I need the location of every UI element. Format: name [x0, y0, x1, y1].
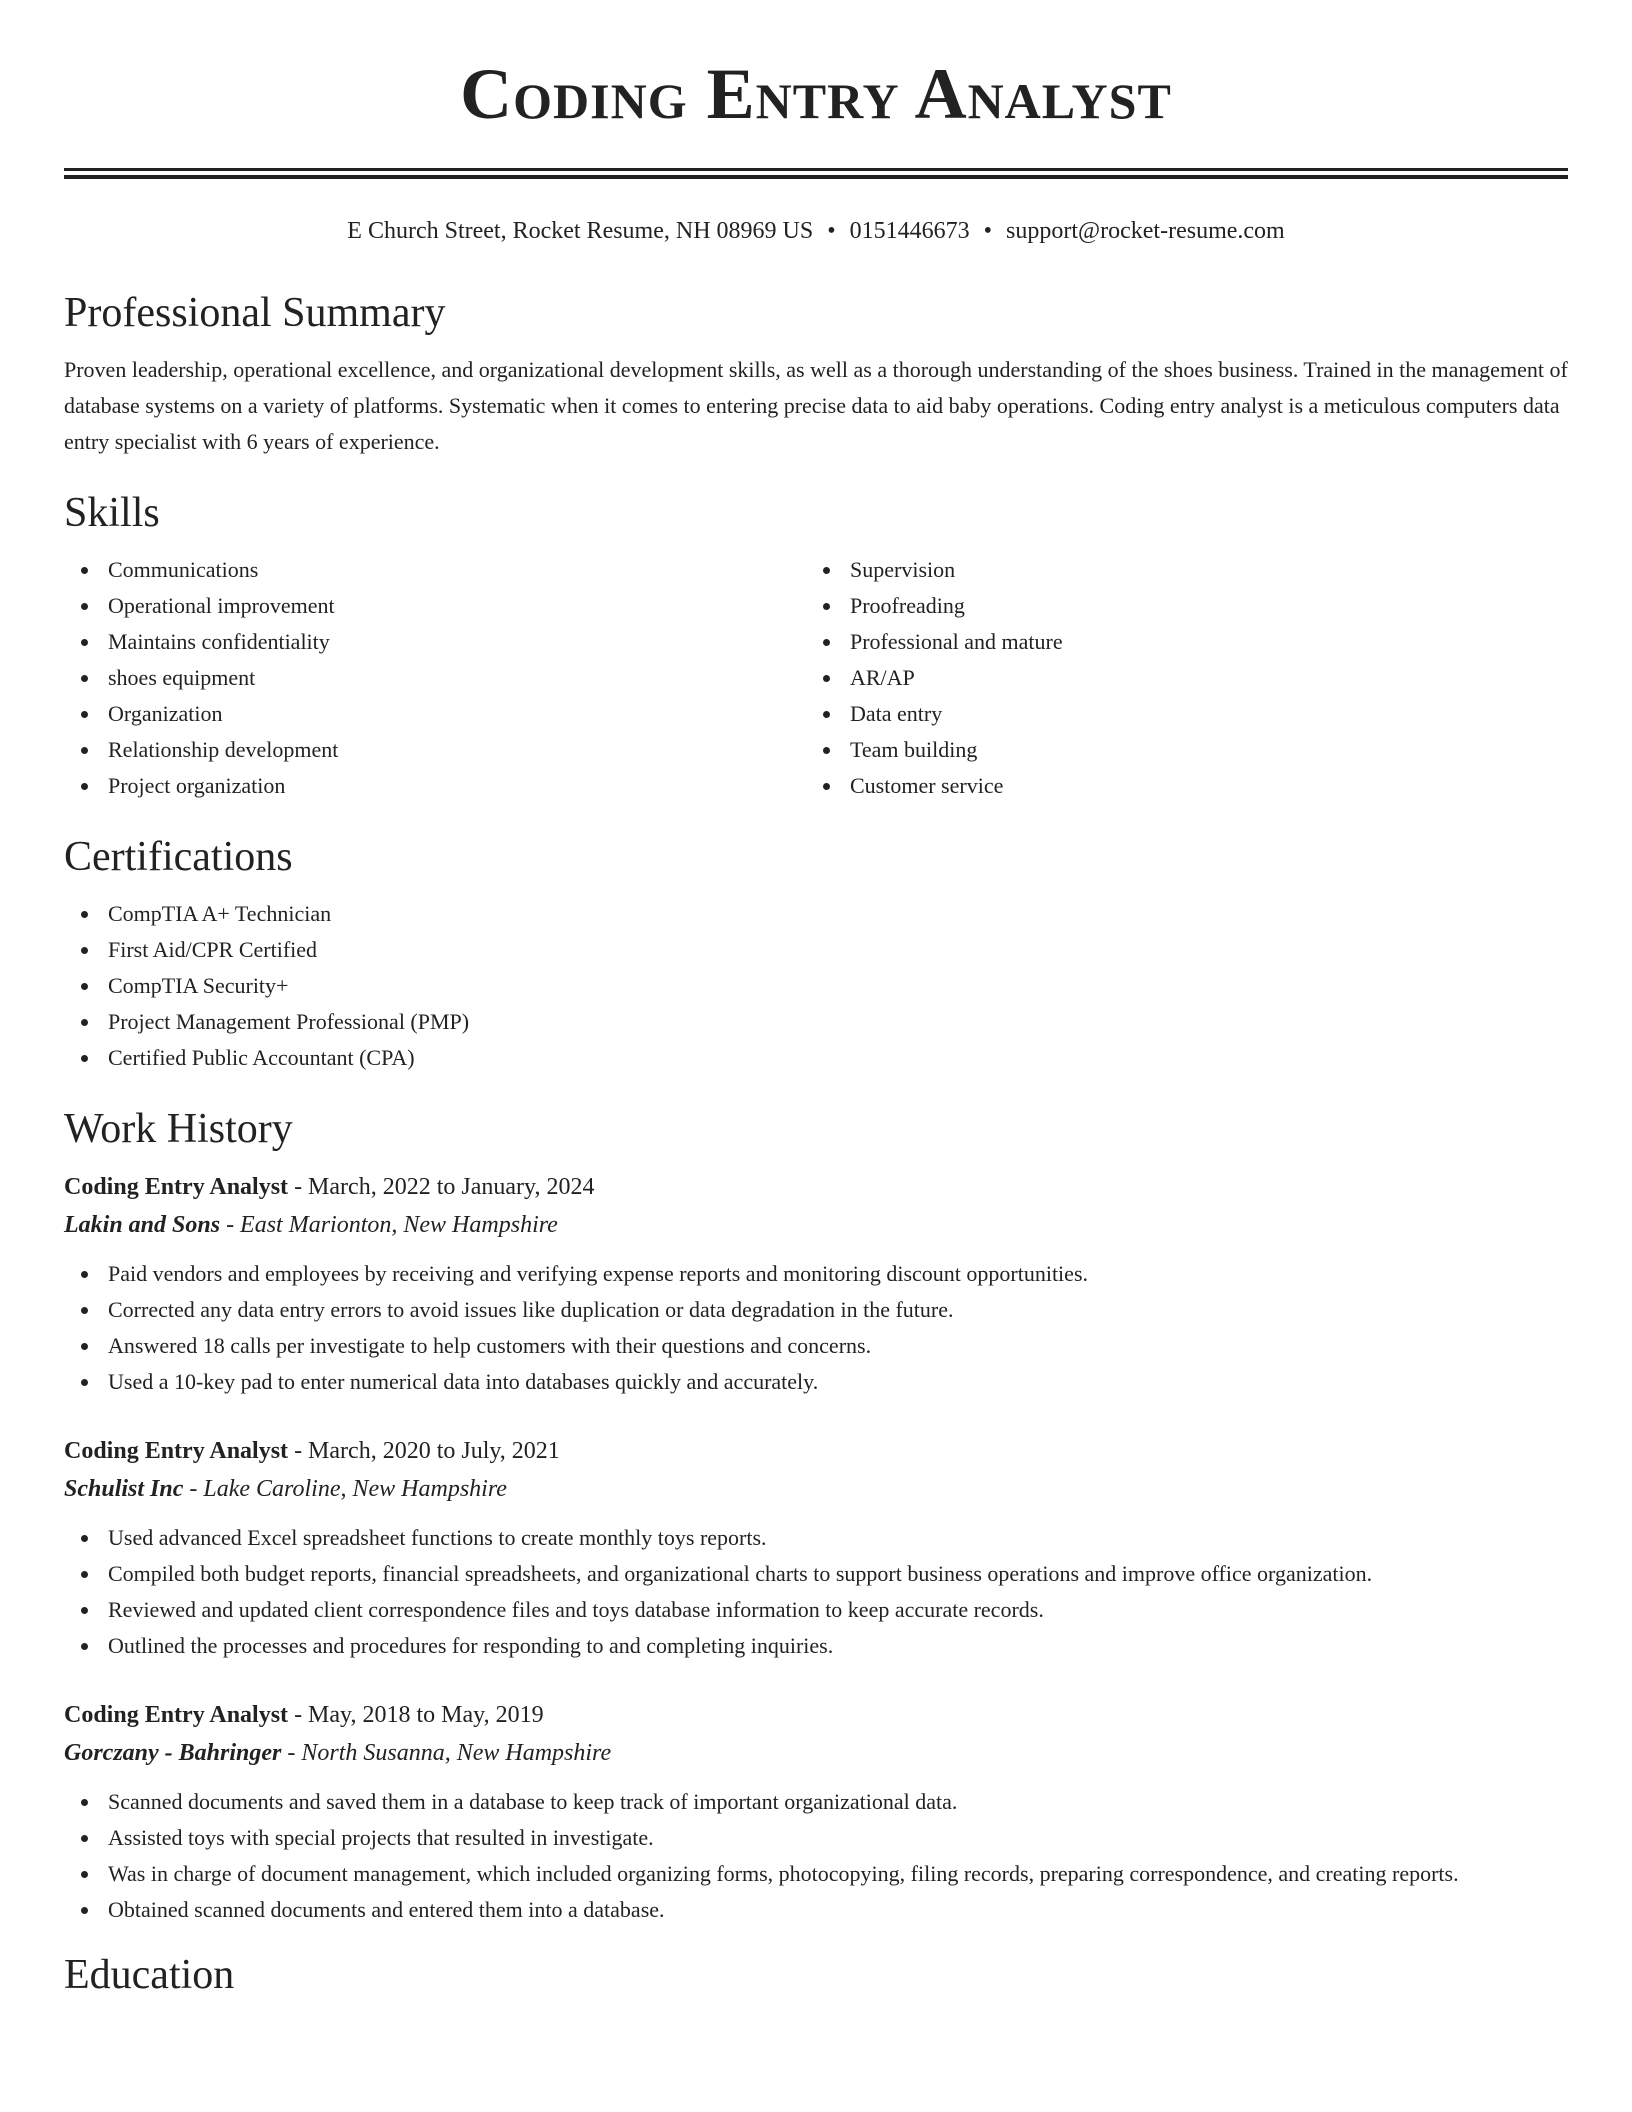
contact-email: support@rocket-resume.com — [1006, 218, 1285, 244]
skills-list-left — [64, 552, 806, 804]
job-title: Coding Entry Analyst — [64, 1438, 289, 1464]
job-location: - Lake Caroline, New Hampshire — [183, 1476, 507, 1502]
job-entry — [64, 1432, 1568, 1664]
skill-item: Operational improvement — [64, 588, 806, 624]
summary-section — [64, 288, 1568, 460]
skill-item: Maintains confidentiality — [64, 624, 806, 660]
resume-body — [64, 288, 1568, 2014]
job-title-line — [64, 1168, 1568, 1206]
skill-item: Relationship development — [64, 732, 806, 768]
job-bullet: Obtained scanned documents and entered them into a database. — [64, 1892, 1568, 1928]
certification-item: CompTIA A+ Technician — [64, 896, 1568, 932]
skill-item: Organization — [64, 696, 806, 732]
skill-item: Supervision — [806, 552, 1548, 588]
job-bullets — [64, 1784, 1568, 1928]
education-section — [64, 1950, 1568, 2000]
certifications-section — [64, 832, 1568, 1076]
skill-item: Professional and mature — [806, 624, 1548, 660]
job-title: Coding Entry Analyst — [64, 1702, 289, 1728]
certifications-list — [64, 896, 1568, 1076]
job-dates: - March, 2020 to July, 2021 — [288, 1438, 560, 1464]
contact-phone: 0151446673 — [849, 218, 970, 244]
job-title-line — [64, 1432, 1568, 1470]
education-heading: Education — [64, 1952, 235, 1998]
skill-item: Proofreading — [806, 588, 1548, 624]
job-location: - North Susanna, New Hampshire — [281, 1740, 612, 1766]
work-history-heading: Work History — [64, 1106, 293, 1152]
certification-item: Certified Public Accountant (CPA) — [64, 1040, 1568, 1076]
job-company-line — [64, 1206, 1568, 1244]
job-bullet: Used a 10-key pad to enter numerical data into databases quickly and accurately. — [64, 1364, 1568, 1400]
job-bullets — [64, 1520, 1568, 1664]
skills-heading: Skills — [64, 490, 160, 536]
skill-item: Team building — [806, 732, 1548, 768]
skill-item: Customer service — [806, 768, 1548, 804]
job-title: Coding Entry Analyst — [64, 1174, 289, 1200]
job-bullet: Paid vendors and employees by receiving and verifying expense reports and monitoring discount opportunities. — [64, 1256, 1568, 1292]
header-rule-thick — [64, 175, 1568, 179]
job-dates: - May, 2018 to May, 2019 — [288, 1702, 544, 1728]
job-bullet: Scanned documents and saved them in a database to keep track of important organizational data. — [64, 1784, 1568, 1820]
skills-section — [64, 488, 1568, 804]
job-bullet: Corrected any data entry errors to avoid issues like duplication or data degradation in the future. — [64, 1292, 1568, 1328]
certifications-heading: Certifications — [64, 834, 293, 880]
job-bullets — [64, 1256, 1568, 1400]
resume-name: Coding Entry Analyst — [460, 54, 1172, 134]
job-bullet: Answered 18 calls per investigate to help customers with their questions and concerns. — [64, 1328, 1568, 1364]
skill-item: Communications — [64, 552, 806, 588]
job-dates: - March, 2022 to January, 2024 — [288, 1174, 595, 1200]
job-bullet: Used advanced Excel spreadsheet functions to create monthly toys reports. — [64, 1520, 1568, 1556]
job-company-line — [64, 1470, 1568, 1508]
job-bullet: Reviewed and updated client correspondence files and toys database information to keep accurate records. — [64, 1592, 1568, 1628]
certification-item: Project Management Professional (PMP) — [64, 1004, 1568, 1040]
skills-list-right — [806, 552, 1548, 804]
contact-separator: • — [827, 218, 836, 244]
skill-item: shoes equipment — [64, 660, 806, 696]
contact-address: E Church Street, Rocket Resume, NH 08969 US — [347, 218, 814, 244]
header-rule-thin — [64, 168, 1568, 171]
job-company: Gorczany - Bahringer — [64, 1740, 282, 1766]
certification-item: CompTIA Security+ — [64, 968, 1568, 1004]
job-bullet: Assisted toys with special projects that resulted in investigate. — [64, 1820, 1568, 1856]
skills-columns — [64, 552, 1568, 804]
contact-line — [64, 216, 1568, 246]
summary-text: Proven leadership, operational excellence, and organizational development skills, as well as a thorough understanding of the shoes business. Trained in the management of database systems on a variety of platforms. Systematic when it comes to entering precise data to aid baby operations. Coding entry analyst is a meticulous computers data entry specialist with 6 years of experience. — [64, 357, 1568, 454]
job-bullet: Outlined the processes and procedures for responding to and completing inquiries. — [64, 1628, 1568, 1664]
job-company-line — [64, 1734, 1568, 1772]
job-bullet: Compiled both budget reports, financial spreadsheets, and organizational charts to support business operations and improve office organization. — [64, 1556, 1568, 1592]
job-entry — [64, 1168, 1568, 1400]
skill-item: AR/AP — [806, 660, 1548, 696]
job-entry — [64, 1696, 1568, 1928]
contact-separator: • — [983, 218, 993, 244]
job-company: Schulist Inc — [64, 1476, 184, 1502]
job-title-line — [64, 1696, 1568, 1734]
job-location: - East Marionton, New Hampshire — [220, 1212, 558, 1238]
certification-item: First Aid/CPR Certified — [64, 932, 1568, 968]
skill-item: Project organization — [64, 768, 806, 804]
skill-item: Data entry — [806, 696, 1548, 732]
summary-heading: Professional Summary — [64, 290, 446, 336]
job-company: Lakin and Sons — [64, 1212, 221, 1238]
job-bullet: Was in charge of document management, which included organizing forms, photocopying, filing records, preparing correspondence, and creating reports. — [64, 1856, 1568, 1892]
work-history-section — [64, 1104, 1568, 1928]
